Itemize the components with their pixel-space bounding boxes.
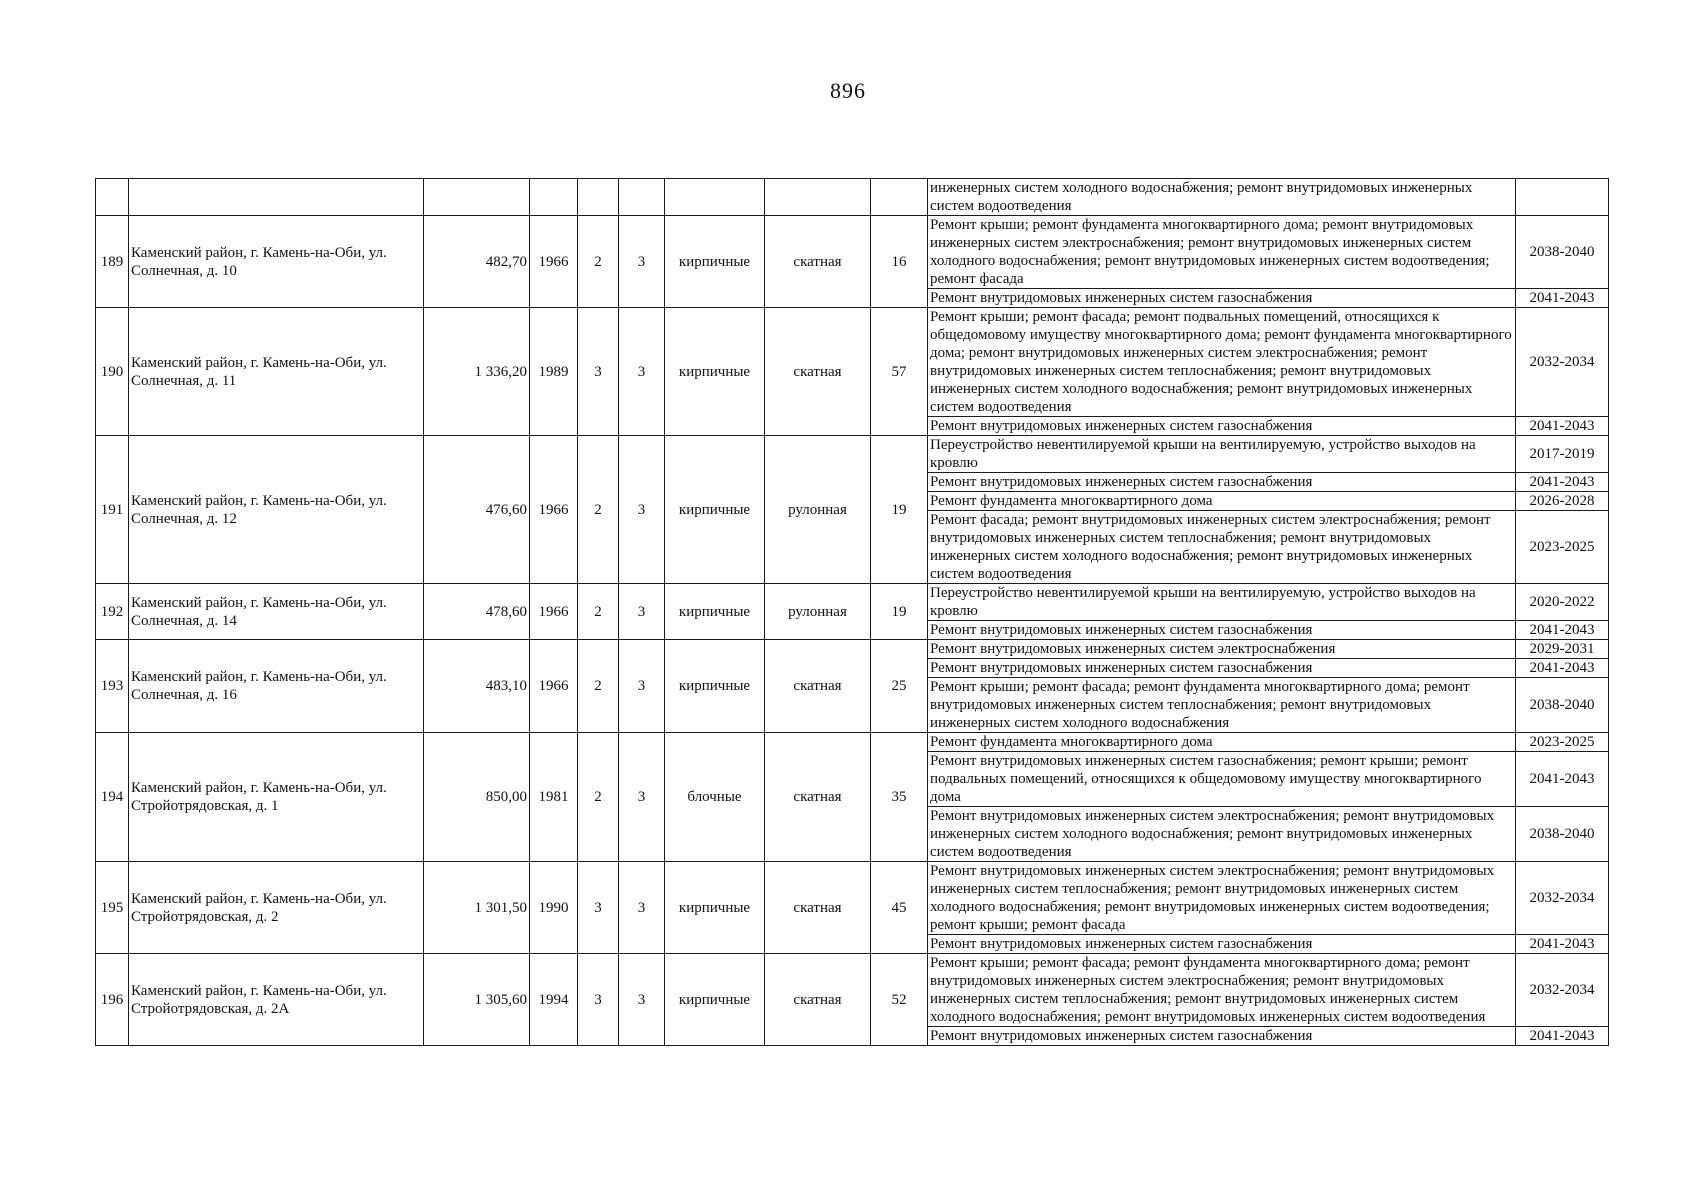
floors-cell: 2 [578,584,619,640]
work-description: Ремонт внутридомовых инженерных систем электроснабжения; ремонт внутридомовых инженерных систем теплоснабжения; ремонт внутридомовых инженерных систем холодного водоснабжения; ремонт внутридомовых инженерных систем водоотведения; ремонт крыши; ремонт фасада [928,862,1516,935]
wall-material-cell: кирпичные [665,216,765,308]
area-cell: 1 305,60 [424,954,530,1046]
entrances-cell: 3 [619,308,665,436]
work-period: 2041-2043 [1516,473,1609,492]
work-period: 2041-2043 [1516,752,1609,807]
address-cell: Каменский район, г. Камень-на-Оби, ул. Солнечная, д. 14 [129,584,424,640]
row-number: 190 [96,308,129,436]
roof-type-cell: скатная [765,640,871,733]
address-cell: Каменский район, г. Камень-на-Оби, ул. Стройотрядовская, д. 1 [129,733,424,862]
roof-type-cell: скатная [765,954,871,1046]
residents-cell: 16 [871,216,928,308]
floors-cell: 2 [578,640,619,733]
entrances-cell: 3 [619,733,665,862]
roof-type-cell: скатная [765,733,871,862]
work-period: 2029-2031 [1516,640,1609,659]
table-row [96,216,1609,289]
row-number: 191 [96,436,129,584]
work-description: Ремонт внутридомовых инженерных систем газоснабжения [928,473,1516,492]
year-cell: 1966 [530,584,578,640]
work-period: 2032-2034 [1516,954,1609,1027]
wall-material-cell: кирпичные [665,640,765,733]
table-row [96,862,1609,935]
wall-material-cell: кирпичные [665,436,765,584]
roof-type-cell: скатная [765,216,871,308]
roof-type-cell: рулонная [765,436,871,584]
work-description: Ремонт внутридомовых инженерных систем электроснабжения; ремонт внутридомовых инженерных систем холодного водоснабжения; ремонт внутридомовых инженерных систем водоотведения [928,807,1516,862]
entrances-cell: 3 [619,954,665,1046]
work-description: Ремонт внутридомовых инженерных систем газоснабжения [928,289,1516,308]
address-cell: Каменский район, г. Камень-на-Оби, ул. Солнечная, д. 11 [129,308,424,436]
work-period: 2041-2043 [1516,935,1609,954]
work-description: Ремонт внутридомовых инженерных систем газоснабжения [928,417,1516,436]
page-number: 896 [830,78,866,103]
entrances-cell: 3 [619,216,665,308]
residents-cell: 25 [871,640,928,733]
work-period: 2041-2043 [1516,621,1609,640]
work-description: Ремонт внутридомовых инженерных систем газоснабжения [928,659,1516,678]
work-period: 2041-2043 [1516,417,1609,436]
residents-cell: 52 [871,954,928,1046]
floors-cell: 2 [578,436,619,584]
residents-cell: 57 [871,308,928,436]
work-period: 2038-2040 [1516,807,1609,862]
area-cell: 482,70 [424,216,530,308]
wall-material-cell: кирпичные [665,954,765,1046]
entrances-cell: 3 [619,436,665,584]
work-description: Переустройство невентилируемой крыши на вентилируемую, устройство выходов на кровлю [928,436,1516,473]
work-description: Ремонт крыши; ремонт фасада; ремонт фундамента многоквартирного дома; ремонт внутридомовых инженерных систем теплоснабжения; ремонт внутридомовых инженерных систем холодного водоснабжения [928,678,1516,733]
work-description: Ремонт крыши; ремонт фасада; ремонт подвальных помещений, относящихся к общедомовому имуществу многоквартирного дома; ремонт фундамента многоквартирного дома; ремонт внутридомовых инженерных систем электроснабжения; ремонт внутридомовых инженерных систем теплоснабжения; ремонт внутридомовых инженерных систем холодного водоснабжения; ремонт внутридомовых инженерных систем водоотведения [928,308,1516,417]
entrances-cell: 3 [619,584,665,640]
work-description: инженерных систем холодного водоснабжения; ремонт внутридомовых инженерных систем водоотведения [928,179,1516,216]
work-description: Ремонт фундамента многоквартирного дома [928,492,1516,511]
table-row [96,733,1609,752]
work-period: 2032-2034 [1516,862,1609,935]
roof-type-cell: рулонная [765,584,871,640]
year-cell: 1966 [530,640,578,733]
area-cell: 478,60 [424,584,530,640]
address-cell: Каменский район, г. Камень-на-Оби, ул. Стройотрядовская, д. 2А [129,954,424,1046]
year-cell: 1994 [530,954,578,1046]
work-description: Ремонт внутридомовых инженерных систем газоснабжения; ремонт крыши; ремонт подвальных помещений, относящихся к общедомовому имуществу многоквартирного дома [928,752,1516,807]
area-cell: 850,00 [424,733,530,862]
row-number: 189 [96,216,129,308]
floors-cell: 3 [578,862,619,954]
year-cell: 1990 [530,862,578,954]
roof-type-cell: скатная [765,308,871,436]
work-description: Ремонт внутридомовых инженерных систем электроснабжения [928,640,1516,659]
work-period: 2020-2022 [1516,584,1609,621]
area-cell: 1 301,50 [424,862,530,954]
address-cell: Каменский район, г. Камень-на-Оби, ул. Солнечная, д. 16 [129,640,424,733]
table-row [96,640,1609,659]
work-period: 2032-2034 [1516,308,1609,417]
roof-type-cell: скатная [765,862,871,954]
work-period: 2038-2040 [1516,678,1609,733]
address-cell: Каменский район, г. Камень-на-Оби, ул. Стройотрядовская, д. 2 [129,862,424,954]
residents-cell: 35 [871,733,928,862]
capital-repair-table [95,178,1609,1046]
entrances-cell: 3 [619,640,665,733]
address-cell: Каменский район, г. Камень-на-Оби, ул. Солнечная, д. 10 [129,216,424,308]
work-period: 2041-2043 [1516,289,1609,308]
work-period: 2026-2028 [1516,492,1609,511]
floors-cell: 3 [578,954,619,1046]
floors-cell: 2 [578,733,619,862]
work-period: 2038-2040 [1516,216,1609,289]
work-description: Ремонт крыши; ремонт фасада; ремонт фундамента многоквартирного дома; ремонт внутридомовых инженерных систем электроснабжения; ремонт внутридомовых инженерных систем теплоснабжения; ремонт внутридомовых инженерных систем холодного водоснабжения; ремонт внутридомовых инженерных систем водоотведения [928,954,1516,1027]
work-period: 2023-2025 [1516,511,1609,584]
area-cell: 476,60 [424,436,530,584]
row-number: 193 [96,640,129,733]
table-row [96,954,1609,1027]
entrances-cell: 3 [619,862,665,954]
year-cell: 1966 [530,216,578,308]
work-period: 2041-2043 [1516,1027,1609,1046]
row-number: 192 [96,584,129,640]
work-description: Ремонт крыши; ремонт фундамента многоквартирного дома; ремонт внутридомовых инженерных систем электроснабжения; ремонт внутридомовых инженерных систем холодного водоснабжения; ремонт внутридомовых инженерных систем водоотведения; ремонт фасада [928,216,1516,289]
area-cell: 483,10 [424,640,530,733]
work-description: Ремонт внутридомовых инженерных систем газоснабжения [928,1027,1516,1046]
work-description: Ремонт фундамента многоквартирного дома [928,733,1516,752]
address-cell: Каменский район, г. Камень-на-Оби, ул. Солнечная, д. 12 [129,436,424,584]
work-description: Переустройство невентилируемой крыши на вентилируемую, устройство выходов на кровлю [928,584,1516,621]
table-row [96,436,1609,473]
table-row [96,308,1609,417]
work-description: Ремонт внутридомовых инженерных систем газоснабжения [928,621,1516,640]
work-description: Ремонт фасада; ремонт внутридомовых инженерных систем электроснабжения; ремонт внутридомовых инженерных систем теплоснабжения; ремонт внутридомовых инженерных систем холодного водоснабжения; ремонт внутридомовых инженерных систем водоотведения [928,511,1516,584]
work-period: 2041-2043 [1516,659,1609,678]
floors-cell: 2 [578,216,619,308]
row-number: 194 [96,733,129,862]
year-cell: 1966 [530,436,578,584]
residents-cell: 19 [871,584,928,640]
work-period: 2017-2019 [1516,436,1609,473]
work-description: Ремонт внутридомовых инженерных систем газоснабжения [928,935,1516,954]
wall-material-cell: кирпичные [665,308,765,436]
table-row [96,584,1609,621]
wall-material-cell: кирпичные [665,584,765,640]
table-body [96,179,1609,1046]
row-number: 196 [96,954,129,1046]
wall-material-cell: блочные [665,733,765,862]
residents-cell: 19 [871,436,928,584]
continuation-row [96,179,1609,216]
area-cell: 1 336,20 [424,308,530,436]
wall-material-cell: кирпичные [665,862,765,954]
row-number: 195 [96,862,129,954]
work-period: 2023-2025 [1516,733,1609,752]
year-cell: 1989 [530,308,578,436]
residents-cell: 45 [871,862,928,954]
floors-cell: 3 [578,308,619,436]
year-cell: 1981 [530,733,578,862]
